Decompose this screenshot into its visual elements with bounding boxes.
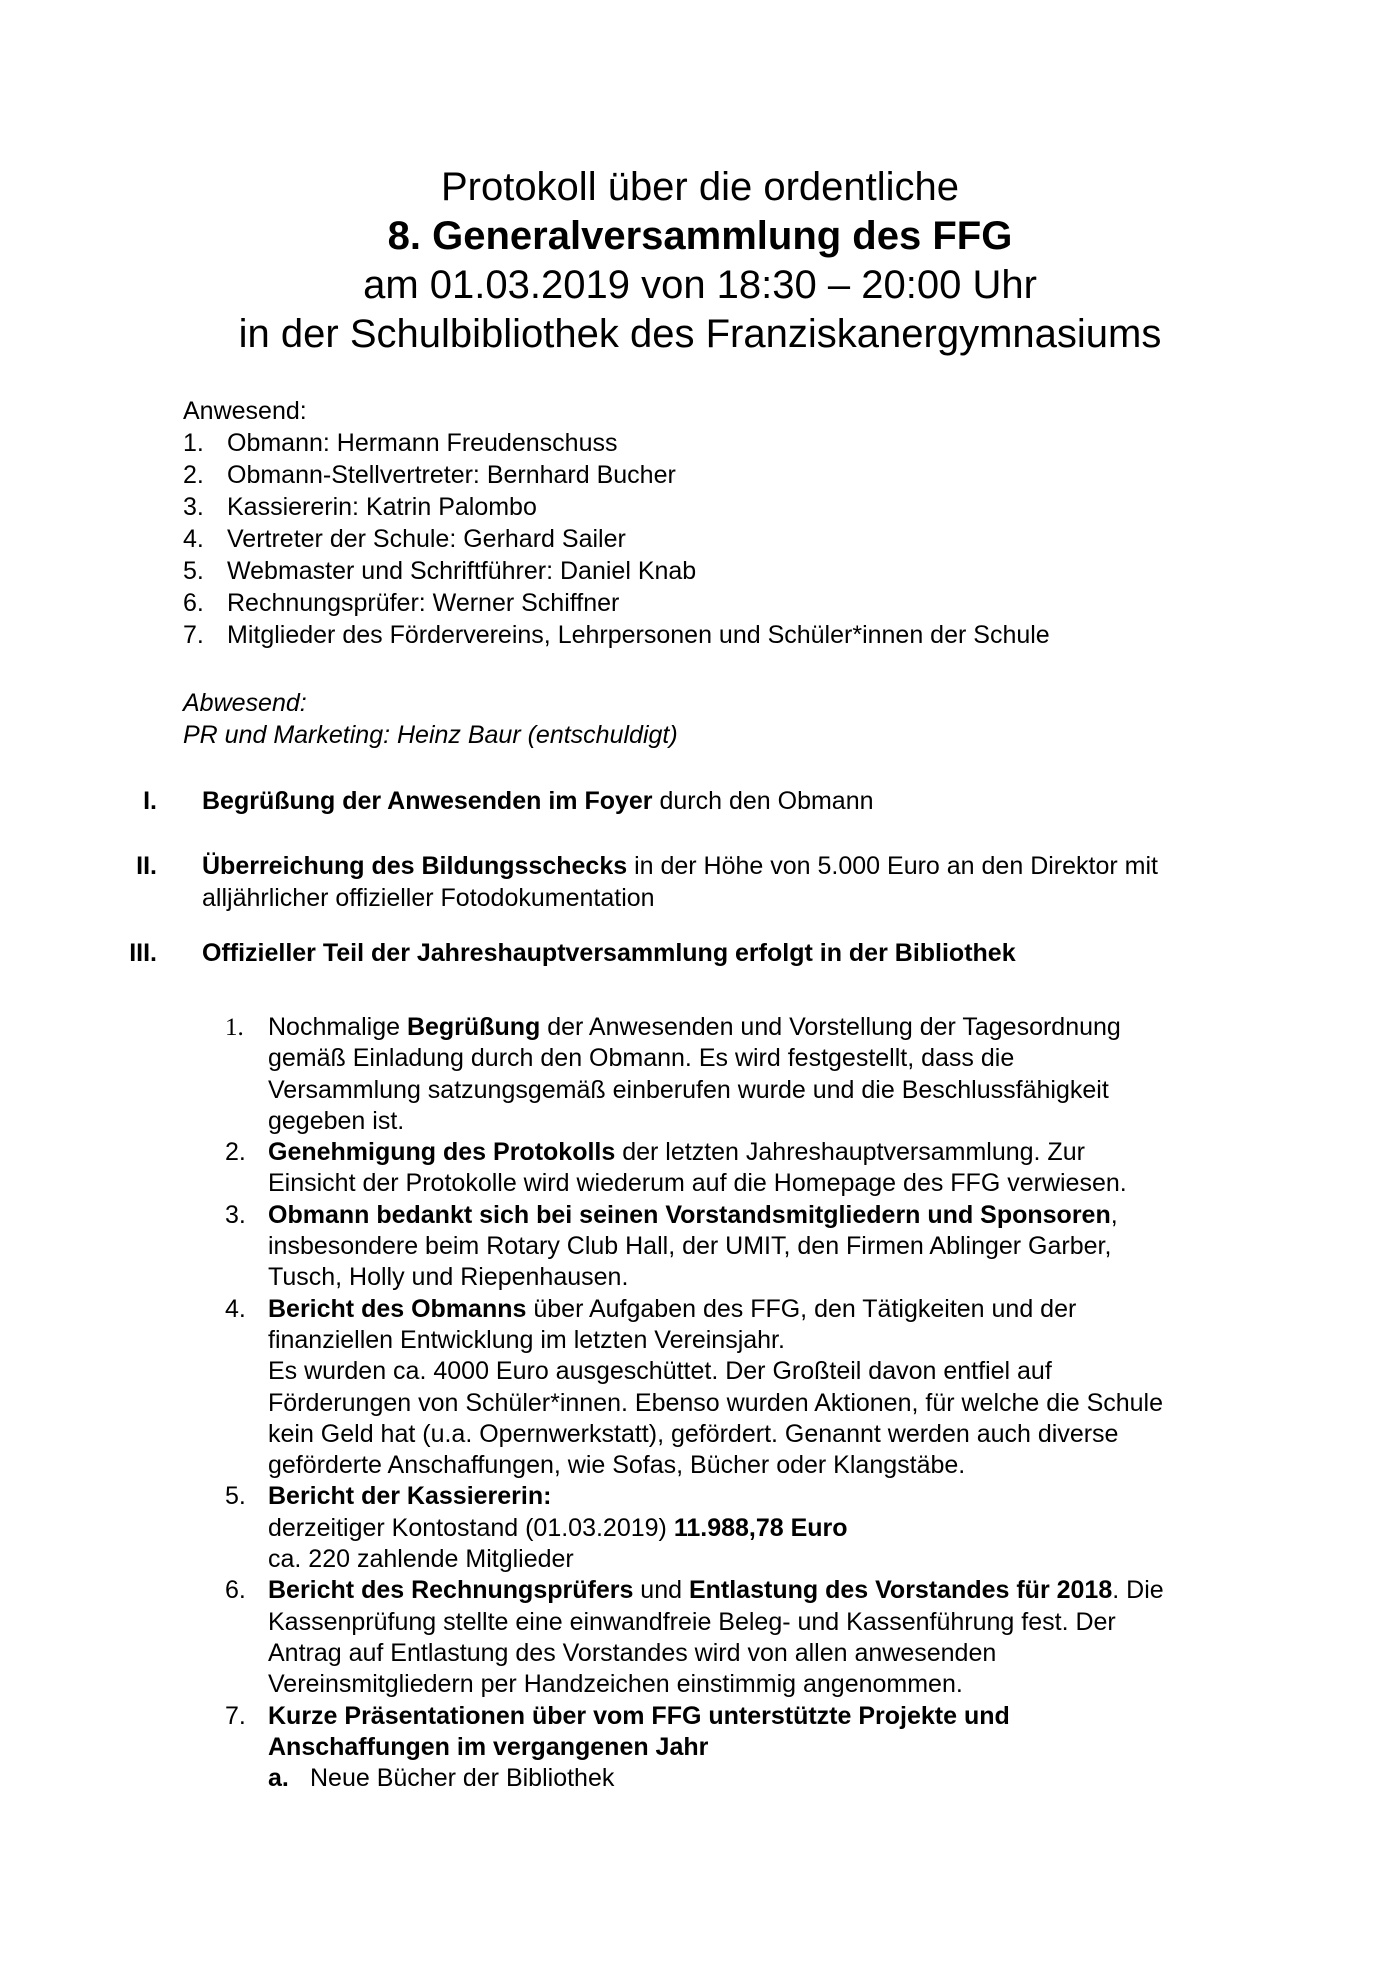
- section-numeral: II.: [136, 852, 157, 880]
- attendee-text: Mitglieder des Fördervereins, Lehrpersonen und Schüler*innen der Schule: [227, 621, 1050, 649]
- attendee-text: Vertreter der Schule: Gerhard Sailer: [227, 525, 626, 553]
- attendee-item: [183, 523, 1050, 555]
- list-number: 3.: [225, 1200, 246, 1229]
- attendee-item: [183, 587, 1050, 619]
- sub-list-text: Neue Bücher der Bibliothek: [310, 1764, 615, 1793]
- absentees-section: [183, 687, 678, 751]
- balance-label: derzeitiger Kontostand (01.03.2019): [268, 1513, 674, 1542]
- list-number: 3.: [183, 493, 204, 521]
- attendee-text: Rechnungsprüfer: Werner Schiffner: [227, 589, 620, 617]
- list-number: 4.: [225, 1294, 246, 1323]
- title-line-2: 8. Generalversammlung des FFG: [387, 214, 1013, 258]
- attendees-label: Anwesend:: [183, 397, 307, 425]
- section-2: [0, 850, 1400, 914]
- agenda-item-6: [225, 1575, 1325, 1700]
- attendee-text: Obmann-Stellvertreter: Bernhard Bucher: [227, 461, 676, 489]
- section-numeral: III.: [129, 939, 157, 967]
- agenda-text-line: Versammlung satzungsgemäß einberufen wurde und die Beschlussfähigkeit: [268, 1075, 1109, 1104]
- absentees-label: Abwesend:: [183, 689, 307, 717]
- list-number: 1.: [225, 1014, 244, 1041]
- agenda-item-4: [225, 1294, 1325, 1482]
- list-number: 5.: [183, 557, 204, 585]
- agenda-item-5: [225, 1481, 1325, 1575]
- agenda-text-line: gemäß Einladung durch den Obmann. Es wird festgestellt, dass die: [268, 1044, 1015, 1073]
- title-line-1: Protokoll über die ordentliche: [440, 165, 960, 209]
- agenda-text-line: Einsicht der Protokolle wird wiederum auf die Homepage des FFG verwiesen.: [268, 1169, 1127, 1198]
- section-text: in der Höhe von 5.000 Euro an den Direktor mit: [627, 852, 1158, 880]
- attendee-text: Obmann: Hermann Freudenschuss: [227, 429, 618, 457]
- agenda-text-line: Tusch, Holly und Riepenhausen.: [268, 1263, 629, 1292]
- agenda-heading: Bericht des Obmanns: [268, 1294, 527, 1323]
- attendees-section: [183, 395, 1050, 651]
- agenda-text-line: Kassenprüfung stellte eine einwandfreie Beleg- und Kassenführung fest. Der: [268, 1607, 1116, 1636]
- agenda-heading: Entlastung des Vorstandes für 2018: [688, 1576, 1113, 1605]
- agenda-item-1: [225, 1012, 1325, 1137]
- attendee-text: Webmaster und Schriftführer: Daniel Knab: [227, 557, 697, 585]
- agenda-text: über Aufgaben des FFG, den Tätigkeiten und der: [526, 1294, 1077, 1323]
- attendee-item: [183, 555, 1050, 587]
- member-count: ca. 220 zahlende Mitglieder: [268, 1545, 574, 1574]
- balance-value: 11.988,78 Euro: [673, 1513, 848, 1542]
- agenda-text-line: kein Geld hat (u.a. Opernwerkstatt), gefördert. Genannt werden auch diverse: [268, 1419, 1119, 1448]
- agenda-list: [225, 1012, 1325, 1794]
- list-number: 7.: [225, 1701, 246, 1730]
- section-1: [0, 785, 1400, 817]
- attendee-item: [183, 427, 1050, 459]
- section-numeral: I.: [143, 787, 157, 815]
- agenda-heading: Bericht des Rechnungsprüfers: [268, 1576, 634, 1605]
- agenda-text: der letzten Jahreshauptversammlung. Zur: [615, 1138, 1085, 1167]
- list-number: 4.: [183, 525, 204, 553]
- agenda-text: und: [633, 1576, 689, 1605]
- title-line-4: in der Schulbibliothek des Franziskanergymnasiums: [238, 312, 1162, 356]
- agenda-text: Nochmalige: [268, 1013, 407, 1041]
- list-number: 6.: [225, 1576, 246, 1605]
- agenda-text-line: geförderte Anschaffungen, wie Sofas, Bücher oder Klangstäbe.: [268, 1451, 966, 1480]
- agenda-heading: Genehmigung des Protokolls: [268, 1138, 616, 1167]
- list-number: 7.: [183, 621, 204, 649]
- agenda-text: der Anwesenden und Vorstellung der Tagesordnung: [540, 1013, 1121, 1041]
- section-text: durch den Obmann: [652, 787, 874, 815]
- agenda-text: ,: [1110, 1200, 1118, 1229]
- title-line-3: am 01.03.2019 von 18:30 – 20:00 Uhr: [363, 263, 1037, 307]
- section-3: [0, 937, 1400, 969]
- agenda-text-line: gegeben ist.: [268, 1106, 405, 1135]
- section-heading: Begrüßung der Anwesenden im Foyer: [202, 787, 653, 815]
- list-number: 2.: [225, 1138, 246, 1167]
- agenda-item-2: [225, 1137, 1325, 1200]
- list-number: 2.: [183, 461, 204, 489]
- document-title: [0, 163, 1400, 359]
- agenda-heading-line-2: Anschaffungen im vergangenen Jahr: [268, 1732, 709, 1761]
- section-heading: Überreichung des Bildungsschecks: [202, 852, 628, 880]
- agenda-heading: Kurze Präsentationen über vom FFG unterstützte Projekte und: [268, 1701, 1010, 1730]
- agenda-text-line: Antrag auf Entlastung des Vorstandes wird von allen anwesenden: [268, 1638, 997, 1667]
- attendee-item: [183, 491, 1050, 523]
- agenda-item-7: [225, 1701, 1325, 1795]
- agenda-text-line: Förderungen von Schüler*innen. Ebenso wurden Aktionen, für welche die Schule: [268, 1388, 1164, 1417]
- absentee-text: PR und Marketing: Heinz Baur (entschuldigt): [183, 721, 678, 749]
- agenda-text: . Die: [1112, 1576, 1164, 1605]
- attendee-item: [183, 619, 1050, 651]
- section-heading: Offizieller Teil der Jahreshauptversammlung erfolgt in der Bibliothek: [202, 939, 1016, 967]
- agenda-text-line: finanziellen Entwicklung im letzten Vereinsjahr.: [268, 1325, 785, 1354]
- attendee-item: [183, 459, 1050, 491]
- sub-list-letter: a.: [268, 1764, 289, 1793]
- agenda-item-3: [225, 1200, 1325, 1294]
- attendee-text: Kassiererin: Katrin Palombo: [227, 493, 537, 521]
- agenda-heading: Begrüßung: [406, 1013, 541, 1041]
- list-number: 1.: [183, 429, 204, 457]
- agenda-heading: Bericht der Kassiererin:: [268, 1482, 552, 1511]
- section-text-line-2: alljährlicher offizieller Fotodokumentation: [202, 884, 655, 912]
- agenda-heading: Obmann bedankt sich bei seinen Vorstandsmitgliedern und Sponsoren: [268, 1200, 1111, 1229]
- agenda-text-line: Vereinsmitgliedern per Handzeichen einstimmig angenommen.: [268, 1670, 963, 1699]
- list-number: 6.: [183, 589, 204, 617]
- agenda-text-line: Es wurden ca. 4000 Euro ausgeschüttet. Der Großteil davon entfiel auf: [268, 1357, 1052, 1386]
- agenda-text-line: insbesondere beim Rotary Club Hall, der UMIT, den Firmen Ablinger Garber,: [268, 1232, 1112, 1261]
- agenda-subitem: [268, 1763, 1325, 1794]
- list-number: 5.: [225, 1482, 246, 1511]
